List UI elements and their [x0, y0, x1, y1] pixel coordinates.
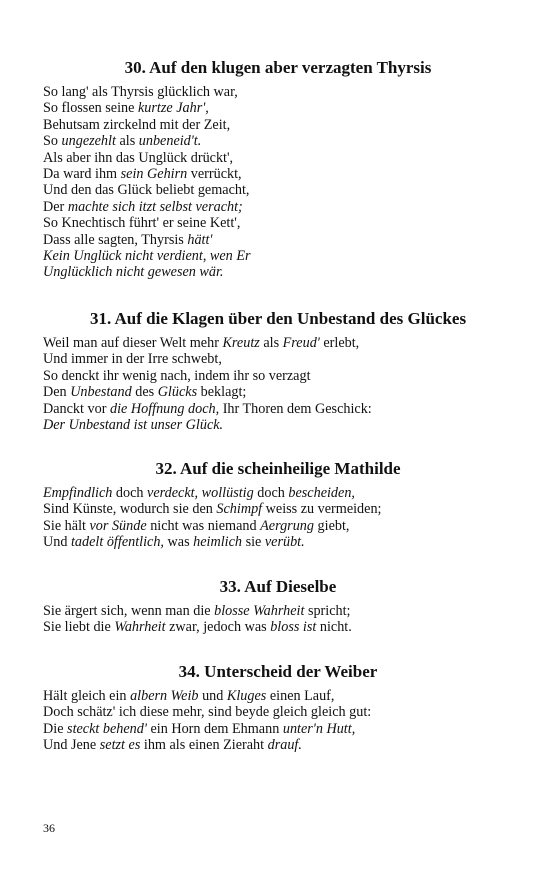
verse-line [43, 501, 513, 517]
verse-text: Sie liebt die [43, 619, 115, 636]
verse-text: Da ward ihm [43, 166, 121, 183]
verse-text: spricht; [304, 603, 351, 619]
verse-text: So Knechtisch führt' er seine Kett', [43, 215, 241, 232]
italic-text: die Hoffnung doch, [109, 400, 220, 417]
verse-line [43, 335, 513, 351]
italic-text: albern Weib [130, 688, 199, 704]
verse-text: Und immer in der Irre schwebt, [43, 351, 222, 368]
verse-text: Sie ärgert sich, wenn man die [43, 603, 215, 619]
verse-text: ihm als einen Zieraht [140, 737, 268, 754]
verse-text: doch [253, 485, 289, 501]
verse-text: Dass alle sagten, Thyrsis [43, 231, 188, 248]
poem-title: 32. Auf die scheinheilige Mathilde [155, 459, 401, 478]
italic-text: heimlich [193, 534, 243, 551]
verse-text: So denckt ihr wenig nach, indem ihr so verzagt [43, 367, 311, 384]
verse-text: als [259, 335, 283, 351]
poem-34 [43, 661, 513, 754]
verse-text: Und Jene [43, 737, 100, 754]
verse-line [43, 485, 513, 501]
verse-text: Hält gleich ein [43, 688, 131, 704]
italic-text: Kluges [226, 688, 267, 704]
italic-text: Unglücklich nicht gewesen wär. [43, 264, 224, 281]
verse-line [43, 215, 513, 231]
poem-body [43, 84, 513, 281]
italic-text: Freud' [282, 335, 320, 351]
verse-line [43, 603, 513, 619]
verse-text: Weil man auf dieser Welt mehr [43, 335, 223, 351]
poem-body [43, 688, 513, 754]
verse-text: Danckt vor [43, 400, 110, 417]
verse-text: als [115, 133, 139, 150]
verse-line [43, 182, 513, 198]
verse-text: verrückt, [187, 166, 242, 183]
verse-line [43, 737, 513, 753]
verse-text: giebt, [313, 517, 350, 534]
poem-title: 30. Auf den klugen aber verzagten Thyrsis [124, 58, 432, 77]
italic-text: kurtze Jahr', [137, 100, 209, 117]
italic-text: bescheiden, [288, 485, 355, 501]
verse-text: zwar, jedoch was [165, 619, 271, 636]
verse-text: Und den das Glück beliebt gemacht, [43, 182, 250, 199]
poem-body [43, 485, 513, 551]
italic-text: tadelt öffentlich, [70, 534, 164, 551]
italic-text: Der Unbestand ist unser Glück. [43, 417, 224, 434]
verse-line [43, 619, 513, 635]
verse-text: sie [242, 534, 265, 551]
italic-text: verdeckt, wollüstig [147, 485, 254, 501]
verse-line [43, 384, 513, 400]
italic-text: verübt. [264, 534, 305, 551]
poem-33 [43, 576, 513, 636]
italic-text: drauf. [267, 737, 302, 754]
italic-text: sein Gehirn [120, 166, 188, 183]
poem-title: 34. Unterscheid der Weiber [178, 662, 378, 681]
verse-text: Und [43, 534, 71, 551]
verse-text: des [131, 384, 158, 401]
verse-line [43, 401, 513, 417]
verse-line [43, 518, 513, 534]
italic-text: blosse Wahrheit [214, 603, 305, 619]
verse-text: Als aber ihn das Unglück drückt', [43, 149, 234, 166]
verse-text: weiss zu vermeiden; [262, 501, 382, 518]
poem-body [43, 335, 513, 433]
verse-text: So [43, 133, 62, 150]
italic-text: Wahrheit [114, 619, 166, 636]
verse-text: einen Lauf, [266, 688, 335, 704]
verse-text: Die [43, 720, 68, 737]
verse-line [43, 351, 513, 367]
verse-text: So flossen seine [43, 100, 138, 117]
italic-text: Schimpf [216, 501, 263, 518]
poem-body [43, 603, 513, 636]
verse-line [43, 232, 513, 248]
verse-text: was [163, 534, 194, 551]
verse-line [43, 264, 513, 280]
italic-text: unter'n Hutt, [282, 720, 356, 737]
verse-text: Behutsam zirckelnd mit der Zeit, [43, 116, 231, 133]
italic-text: Kein Unglück nicht verdient, wen Er [43, 248, 251, 265]
poem-31 [43, 308, 513, 433]
italic-text: hätt' [187, 231, 213, 248]
poem-30 [43, 57, 513, 281]
verse-text: Sie hält [43, 517, 90, 534]
verse-text: doch [112, 485, 148, 501]
verse-text: erlebt, [319, 335, 360, 351]
verse-line [43, 688, 513, 704]
verse-text: Sind Künste, wodurch sie den [43, 501, 217, 518]
italic-text: bloss ist [270, 619, 317, 636]
poem-title: 31. Auf die Klagen über den Unbestand des Glückes [89, 309, 467, 328]
verse-line [43, 417, 513, 433]
italic-text: Unbestand [70, 384, 132, 401]
poem-32 [43, 458, 513, 551]
verse-text: und [198, 688, 227, 704]
italic-text: setzt es [99, 737, 141, 754]
verse-line [43, 150, 513, 166]
verse-line [43, 117, 513, 133]
poem-title: 33. Auf Dieselbe [219, 577, 337, 596]
italic-text: Glücks [157, 384, 198, 401]
verse-text: nicht. [316, 619, 352, 636]
verse-line [43, 704, 513, 720]
verse-line [43, 100, 513, 116]
italic-text: unbeneid't. [138, 133, 202, 150]
italic-text: Empfindlich [43, 485, 113, 501]
italic-text: steckt behend' [67, 720, 147, 737]
verse-line [43, 248, 513, 264]
verse-line [43, 534, 513, 550]
verse-text: So lang' als Thyrsis glücklich war, [43, 84, 238, 100]
page-number: 36 [43, 821, 55, 835]
verse-line [43, 133, 513, 149]
italic-text: machte sich itzt selbst veracht; [67, 198, 243, 215]
verse-line [43, 166, 513, 182]
verse-line [43, 368, 513, 384]
verse-text: Der [43, 198, 68, 215]
italic-text: vor Sünde [89, 517, 147, 534]
verse-line [43, 84, 513, 100]
verse-text: Doch schätz' ich diese mehr, sind beyde gleich gleich gut: [43, 704, 372, 721]
italic-text: ungezehlt [61, 133, 116, 150]
verse-text: Den [43, 384, 71, 401]
verse-text: ein Horn dem Ehmann [146, 720, 283, 737]
verse-text: beklagt; [197, 384, 247, 401]
verse-line [43, 721, 513, 737]
verse-text: nicht was niemand [146, 517, 261, 534]
verse-line [43, 199, 513, 215]
italic-text: Aergrung [260, 517, 314, 534]
verse-text: Ihr Thoren dem Geschick: [219, 400, 372, 417]
italic-text: Kreutz [222, 335, 260, 351]
